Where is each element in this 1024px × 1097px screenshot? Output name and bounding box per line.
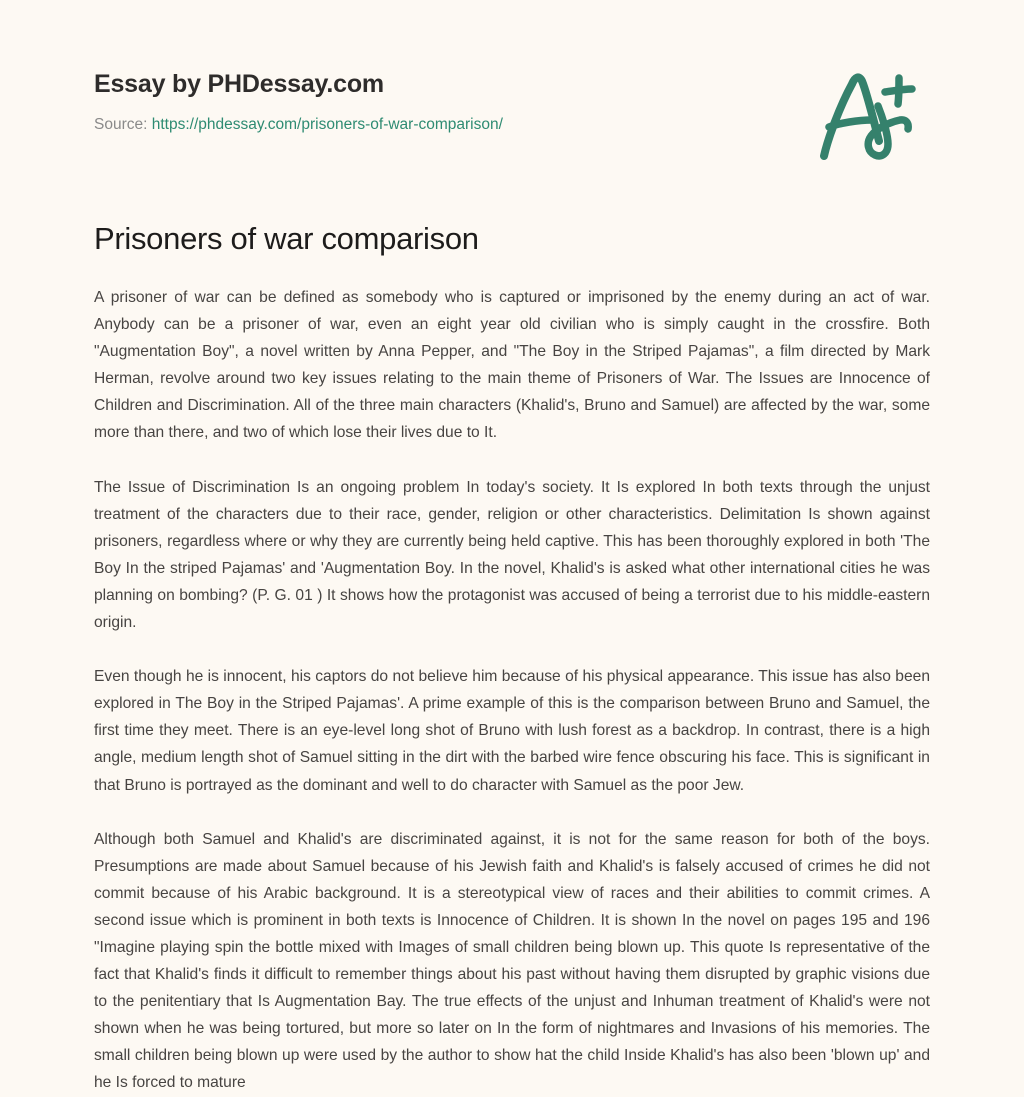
article-paragraph: A prisoner of war can be defined as somebody who is captured or imprisoned by the enemy during an act of war. Anybody can be a prisoner of war, even an eight year old civilian who is simply caught in the crossfire. Both "Augmentation Boy", a novel written by Anna Pepper, and "The Boy in the Striped Pajamas", a film directed by Mark Herman, revolve around two key issues relating to the main theme of Prisoners of War. The Issues are Innocence of Children and Discrimination. All of the three main characters (Khalid's, Bruno and Samuel) are affected by the war, some more than there, and two of which lose their lives due to It. [94,289,930,442]
source-url-link[interactable]: https://phdessay.com/prisoners-of-war-comparison/ [151,116,503,133]
page-header [94,68,930,136]
article-paragraph: Although both Samuel and Khalid's are discriminated against, it is not for the same reason for both of the boys. Presumptions are made about Samuel because of his Jewish faith and Khalid's is falsely accused of crimes he did not commit because of his Arabic background. It is a stereotypical view of races and their abilities to commit crimes. A second issue which is prominent in both texts is Innocence of Children. It is shown In the novel on pages 195 and 196 "Imagine playing spin the bottle mixed with Images of small children being blown up. This quote Is representative of the fact that Khalid's finds it difficult to remember things about his past without having them disrupted by graphic visions due to the penitentiary that Is Augmentation Bay. The true effects of the unjust and Inhuman treatment of Khalid's were not shown when he was being tortured, but more so later on In the form of nightmares and Invasions of his memories. The small children being blown up were used by the author to show hat the child Inside Khalid's has also been 'blown up' and he Is forced to mature [94,830,930,1092]
article-body [94,284,930,1097]
source-line [94,114,930,136]
article-paragraph: Even though he is innocent, his captors do not believe him because of his physical appearance. This issue has also been explored in The Boy in the Striped Pajamas'. A prime example of this is the comparison between Bruno and Samuel, the first time they meet. There is an eye-level long shot of Bruno with lush forest as a backdrop. In contrast, there is a high angle, medium length shot of Samuel sitting in the dirt with the barbed wire fence obscuring his face. This is significant in that Bruno is portrayed as the dominant and well to do character with Samuel as the poor Jew. [94,668,930,794]
a-plus-icon [812,66,922,166]
brand-title: Essay by PHDessay.com [94,70,384,98]
a-plus-logo [812,66,922,166]
article-paragraph: The Issue of Discrimination Is an ongoing problem In today's society. It Is explored In both texts through the unjust treatment of the characters due to their race, gender, religion or other characteristics. Delimitation Is shown against prisoners, regardless where or why they are currently being held captive. This has been thoroughly explored in both 'The Boy In the striped Pajamas' and 'Augmentation Boy. In the novel, Khalid's is asked what other international cities he was planning on bombing? (P. G. 01 ) It shows how the protagonist was accused of being a terrorist due to his middle-eastern origin. [94,478,930,632]
source-label: Source: [94,116,148,133]
page-title: Prisoners of war comparison [94,221,479,256]
